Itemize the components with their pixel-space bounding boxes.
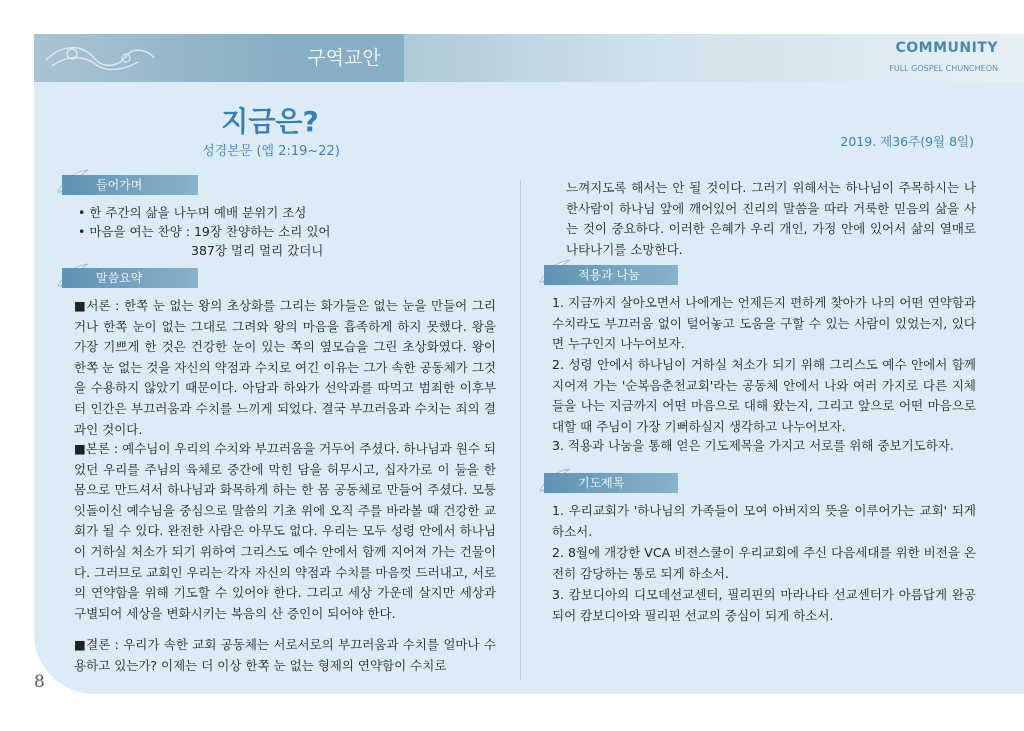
column-divider	[520, 180, 521, 680]
section-label-application: 적용과 나눔	[544, 265, 678, 285]
header-bar	[34, 34, 1024, 82]
brand-subtitle: FULL GOSPEL CHUNCHEON	[889, 64, 998, 73]
application-item-2: 2. 성령 안에서 하나님이 거하실 처소가 되기 위해 그리스도 예수 안에서 함께 지어져 가는 '순복음춘천교회'라는 공동체 안에서 나와 여러 가지로 다른 지체들을 나는 지금까지 어떤 마음으로 대해 왔는지, 그리고 앞으로 어떤 마음으로 대할 때 주님이 가장 기뻐하실지 생각하고 나누어보자.	[552, 357, 976, 434]
ornament-icon	[42, 40, 182, 76]
conclusion-continued: 느껴지도록 해서는 안 될 것이다. 그러기 위해서는 하나님이 주목하시는 나 한사람이 하나님 앞에 깨어있어 진리의 말씀을 따라 거룩한 믿음의 삶을 사는 것이 중요하다. 이러한 은혜가 우리 개인, 가정 안에 있어서 삶의 열매로 나타나기를 소망한다.	[566, 180, 976, 257]
header-left-panel	[34, 34, 381, 82]
prayer-item-3: 3. 캄보디아의 디모데선교센터, 필리핀의 마라나타 선교센터가 아름답게 완공되어 캄보디아와 필리핀 선교의 중심이 되게 하소서.	[552, 587, 976, 623]
summary-conclusion-paragraph: ■결론 : 우리가 속한 교회 공동체는 서로서로의 부끄러움과 수치를 얼마나 수용하고 있는가? 이제는 더 이상 한쪽 눈 없는 형제의 연약함이 수치로	[74, 637, 496, 673]
page-number: 8	[34, 672, 45, 692]
summary-body-paragraph: ■본론 : 예수님이 우리의 수치와 부끄러움을 거두어 주셨다. 하나님과 원수 되었던 우리를 주님의 육체로 중간에 막힌 담을 허무시고, 십자가로 이 둘을 한 몸으로 만드셔서 하나님과 화목하게 하는 한 몸 공동체로 만들어 주셨다. 모퉁잇돌이신 예수님을 중심으로 말씀의 기초 위에 오직 주를 바라볼 때 건강한 교회가 될 수 있다. 완전한 사람은 아무도 없다. 우리는 모두 성령 안에서 하나님이 거하실 처소가 되기 위하여 그리스도 예수 안에서 함께 지어져 가는 건물이다. 그러므로 교회인 우리는 각자 자신의 약점과 수치를 마음껏 드러내고, 서로의 연약함을 위해 기도할 수 있어야 한다. 그리고 세상 가운데 살지만 세상과 구별되어 세상을 변화시키는 복음의 산 증인이 되어야 한다.	[74, 441, 497, 621]
scripture-reference: 성경본문 (엡 2:19~22)	[202, 144, 340, 159]
intro-item-2: • 마음을 여는 찬양 : 19장 찬양하는 소리 있어	[78, 224, 331, 239]
section-label-summary: 말씀요약	[62, 268, 198, 288]
lesson-title: 지금은?	[221, 105, 319, 138]
lesson-date: 2019. 제36주(9월 8일)	[840, 134, 974, 149]
header-title: 구역교안	[284, 34, 404, 82]
application-item-1: 1. 지금까지 살아오면서 나에게는 언제든지 편하게 찾아가 나의 어떤 연약함과 수치라도 부끄러움 없이 털어놓고 도움을 구할 수 있는 사람이 있었는지, 있다면 누구인지 나누어보자.	[552, 295, 976, 352]
intro-item-3: 387장 멀리 멀리 갔더니	[191, 243, 324, 258]
intro-item-1: • 한 주간의 삶을 나누며 예배 분위기 조성	[78, 205, 307, 220]
prayer-item-2: 2. 8월에 개강한 VCA 비젼스쿨이 우리교회에 주신 다음세대를 위한 비전을 온전히 감당하는 통로 되게 하소서.	[552, 545, 976, 581]
section-label-prayer: 기도제목	[544, 473, 678, 493]
application-item-3: 3. 적용과 나눔을 통해 얻은 기도제목을 가지고 서로를 위해 중보기도하자.	[552, 438, 954, 453]
section-label-intro: 들어가며	[62, 175, 198, 195]
prayer-item-1: 1. 우리교회가 '하나님의 가족들이 모여 아버지의 뜻을 이루어가는 교회' 되게 하소서.	[552, 503, 976, 539]
brand-name: COMMUNITY	[895, 40, 998, 56]
summary-intro-paragraph: ■서론 : 한쪽 눈 없는 왕의 초상화를 그리는 화가들은 없는 눈을 만들어 그리거나 한쪽 눈이 없는 그대로 그려와 왕의 마음을 흡족하게 하지 못했다. 왕을 가장 기쁘게 한 것은 건강한 눈이 있는 쪽의 옆모습을 그린 초상화였다. 왕이 한쪽 눈 없는 것을 자신의 약점과 수치로 여긴 이유는 그가 속한 공동체가 그것을 수용하지 않았기 때문이다. 아담과 하와가 선악과를 따먹고 범죄한 이후부터 인간은 부끄러움과 수치를 느끼게 되었다. 결국 부끄러움과 수치는 죄의 결과인 것이다.	[74, 298, 497, 437]
